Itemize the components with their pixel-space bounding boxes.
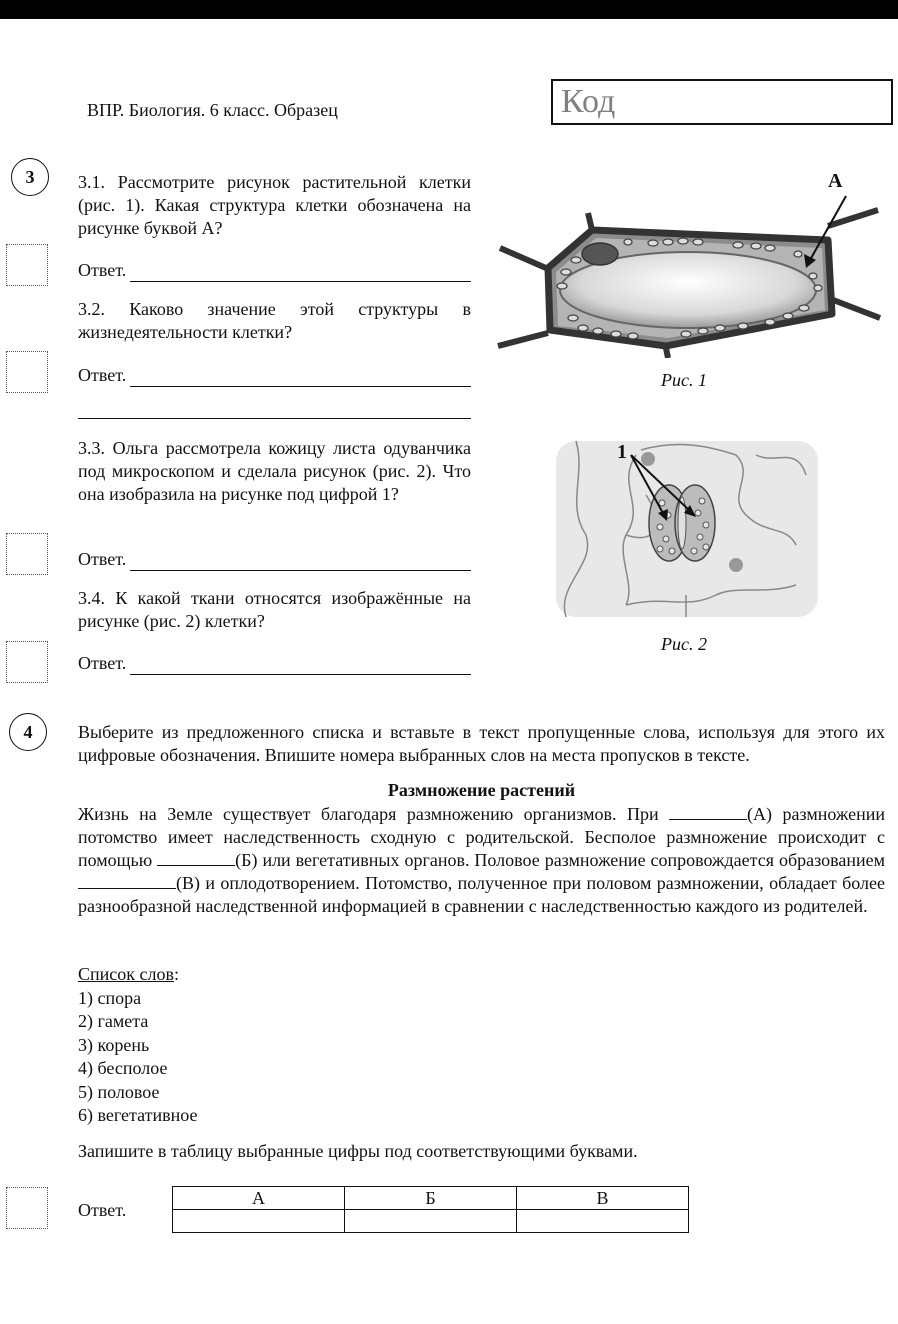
blank-a-label: (А): [747, 804, 773, 824]
plant-cell-illustration: [488, 168, 898, 358]
answer-cell-c[interactable]: [517, 1210, 689, 1233]
text-part: Жизнь на Земле существует благодаря размножению организмов. При: [78, 804, 670, 824]
answer-row-3-4[interactable]: [78, 652, 471, 675]
code-field[interactable]: [551, 79, 893, 125]
answer-line-3-2-extra[interactable]: [78, 418, 471, 419]
colon: :: [173, 964, 179, 984]
blank-b-label: (Б): [235, 850, 258, 870]
task-number-text: 4: [23, 721, 33, 742]
task-4-text: [78, 803, 885, 918]
task-number-4: [9, 713, 47, 751]
answer-row-3-1[interactable]: [78, 259, 471, 282]
answer-row-3-2[interactable]: [78, 364, 471, 387]
word-item: 2) гамета: [78, 1011, 149, 1031]
word-item: 3) корень: [78, 1034, 150, 1055]
answer-line[interactable]: [130, 656, 471, 675]
figure-2-label-1: 1: [617, 441, 627, 463]
code-label: Код: [561, 83, 616, 120]
blank-c[interactable]: [78, 873, 176, 889]
score-box-3-1[interactable]: [6, 244, 48, 286]
answer-cell-a[interactable]: [173, 1210, 345, 1233]
task-4-text-title: Размножение растений: [387, 780, 576, 800]
word-list: [78, 963, 197, 1128]
header-cell-a: А: [173, 1187, 345, 1210]
figure-2-leaf-epidermis: [556, 435, 818, 617]
score-box-3-3[interactable]: [6, 533, 48, 575]
question-3-3: 3.3. Ольга рассмотрела кожицу листа одуванчика под микроскопом и сделала рисунок (рис. 2). Что она изобразила на рисунке под цифрой 1?: [78, 438, 471, 504]
question-3-2: 3.2. Каково значение этой структуры в жизнедеятельности клетки?: [78, 299, 471, 342]
figure-1-label-a: А: [828, 170, 843, 192]
text-part: и оплодотворением. Потомство, полученное при половом размножении, обладает более разнообразной наследственной информацией в сравнении с наследственностью каждого из родителей.: [78, 873, 885, 916]
word-item: 6) вегетативное: [78, 1105, 198, 1125]
answer-label: Ответ.: [78, 549, 127, 569]
figure-2-caption: Рис. 2: [661, 634, 707, 654]
text-part: размножении потомство имеет наследственность сходную с родительской. Бесполое размножение происходит с помощью: [78, 804, 885, 870]
blank-a[interactable]: [669, 804, 747, 820]
answer-label: Ответ.: [78, 260, 127, 280]
word-item: 4) бесполое: [78, 1058, 168, 1078]
figure-1-caption: Рис. 1: [661, 370, 707, 390]
text-part: или вегетативных органов. Половое размножение сопровождается образованием: [257, 850, 885, 870]
blank-c-label: (В): [176, 873, 200, 893]
answer-line[interactable]: [130, 552, 471, 571]
answer-line[interactable]: [130, 368, 471, 387]
question-3-4: 3.4. К какой ткани относятся изображённые на рисунке (рис. 2) клетки?: [78, 588, 471, 631]
blank-b[interactable]: [157, 850, 235, 866]
word-item: 5) половое: [78, 1081, 160, 1102]
answer-table: [172, 1186, 689, 1233]
answer-label: Ответ.: [78, 653, 127, 673]
page-header-title: ВПР. Биология. 6 класс. Образец: [87, 100, 338, 120]
word-item: 1) спора: [78, 987, 142, 1008]
figure-1-plant-cell: [488, 168, 898, 358]
header-cell-b: Б: [345, 1187, 517, 1210]
answer-label-4: Ответ.: [78, 1200, 127, 1220]
task-4-instruction: Выберите из предложенного списка и вставьте в текст пропущенные слова, используя для этого их цифровые обозначения. Впишите номера выбранных слов на места пропусков в тексте.: [78, 722, 885, 765]
answer-row-3-3[interactable]: [78, 548, 471, 571]
answer-table-input-row: [173, 1210, 689, 1233]
word-list-heading-text: Список слов: [78, 964, 174, 984]
answer-cell-b[interactable]: [345, 1210, 517, 1233]
header-cell-c: В: [517, 1187, 689, 1210]
task-number-text: 3: [25, 166, 35, 187]
score-box-3-4[interactable]: [6, 641, 48, 683]
top-black-bar: [0, 0, 898, 19]
answer-label: Ответ.: [78, 365, 127, 385]
score-box-4[interactable]: [6, 1187, 48, 1229]
word-list-heading: [78, 963, 197, 987]
answer-table-header-row: [173, 1187, 689, 1210]
table-instruction: Запишите в таблицу выбранные цифры под соответствующими буквами.: [78, 1141, 638, 1161]
stomata-illustration: [556, 435, 818, 617]
score-box-3-2[interactable]: [6, 351, 48, 393]
task-number-3: [11, 158, 49, 196]
question-3-1: 3.1. Рассмотрите рисунок растительной клетки (рис. 1). Какая структура клетки обозначена на рисунке буквой А?: [78, 172, 471, 238]
answer-line[interactable]: [130, 263, 471, 282]
